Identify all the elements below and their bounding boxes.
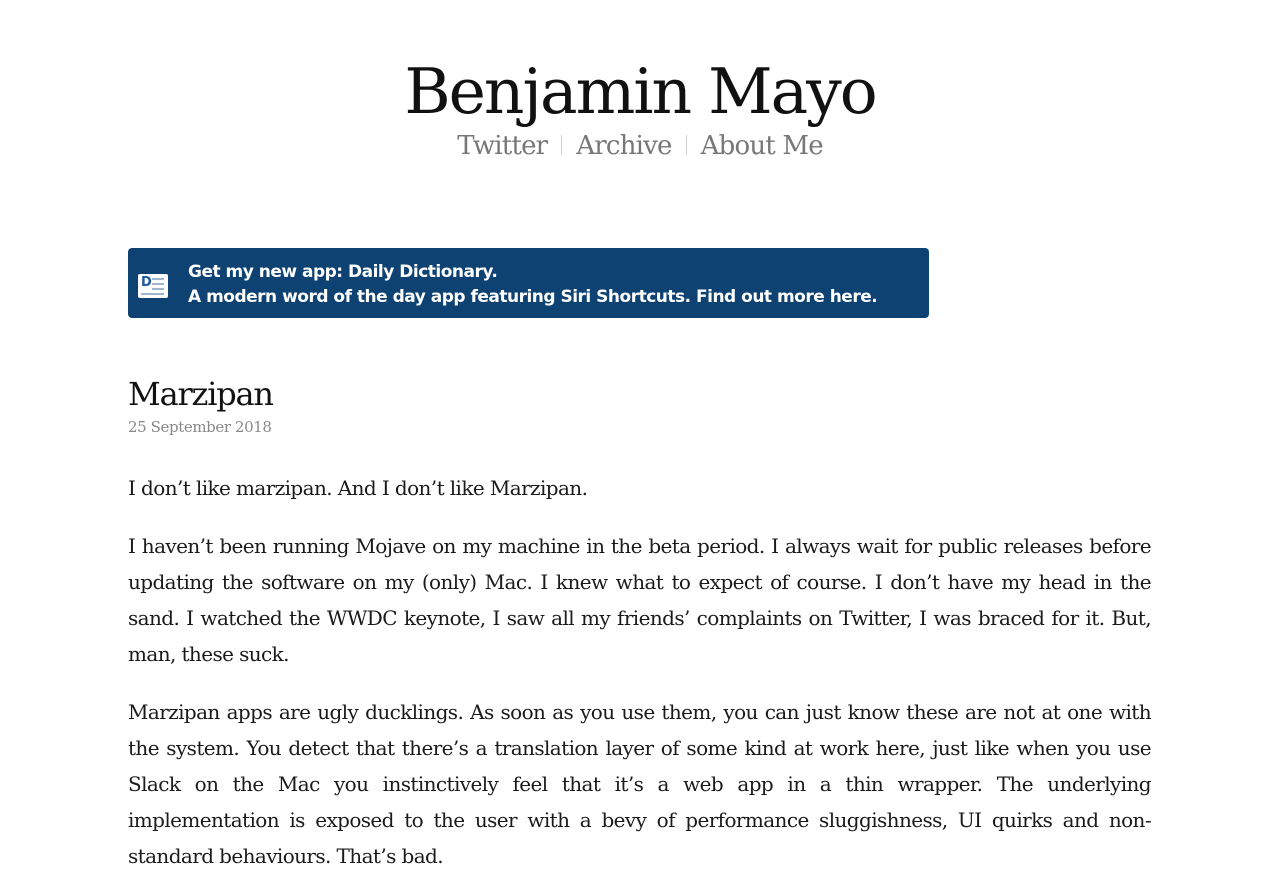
post-body — [128, 470, 1151, 883]
site-nav — [0, 128, 1280, 164]
post-paragraph: Marzipan apps are ugly ducklings. As soon as you use them, you can just know these are not at one with the system. You detect that there’s a translation layer of some kind at work here, just like when you use Slack on the Mac you instinctively feel that it’s a web app in a thin wrapper. The underlying implementation is exposed to the user with a bevy of performance sluggishness, UI quirks and non-standard behaviours. That’s bad. — [128, 700, 1151, 868]
nav-divider — [686, 135, 687, 155]
site-title[interactable]: Benjamin Mayo — [404, 55, 876, 128]
nav-link-twitter[interactable]: Twitter — [457, 131, 548, 161]
post-title[interactable]: Marzipan — [128, 375, 273, 413]
post-date: 25 September 2018 — [128, 418, 272, 436]
app-promo-banner[interactable] — [128, 248, 929, 318]
nav-divider — [561, 135, 562, 155]
banner-text — [188, 260, 877, 310]
post-paragraph: I haven’t been running Mojave on my machine in the beta period. I always wait for public releases before updating the software on my (only) Mac. I knew what to expect of course. I don’t have my head in the sand. I watched the WWDC keynote, I saw all my friends’ complaints on Twitter, I was braced for it. But, man, these suck. — [128, 534, 1151, 666]
post-paragraph: I don’t like marzipan. And I don’t like Marzipan. — [128, 476, 588, 500]
banner-headline: Get my new app: Daily Dictionary. — [188, 262, 498, 282]
banner-description: A modern word of the day app featuring Siri Shortcuts. Find out more here. — [188, 287, 878, 307]
daily-dictionary-app-icon: D — [138, 274, 168, 298]
nav-link-about-me[interactable]: About Me — [700, 131, 823, 161]
nav-link-archive[interactable]: Archive — [576, 131, 672, 161]
